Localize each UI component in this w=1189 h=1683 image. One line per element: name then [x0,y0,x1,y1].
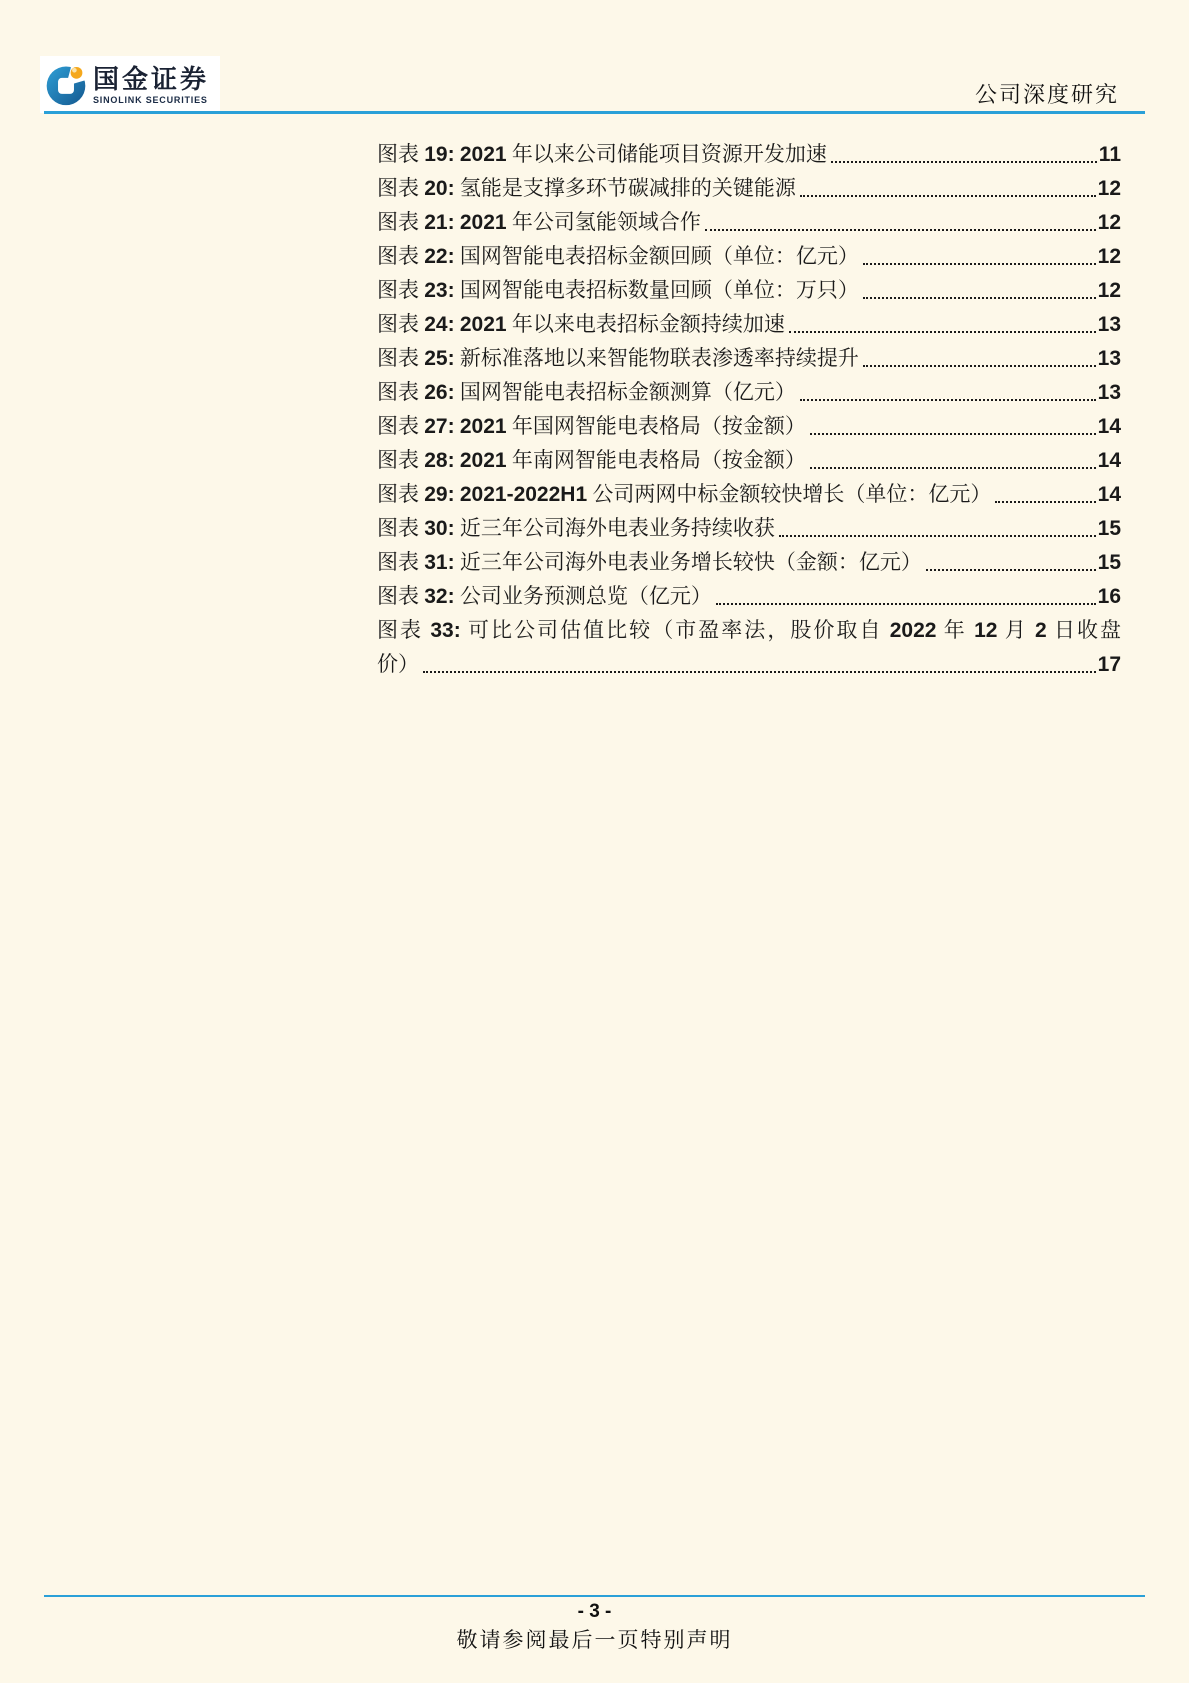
toc-entry [377,545,1121,579]
logo-text [93,65,209,105]
dot-leader [831,161,1097,163]
dot-leader [789,331,1096,333]
dot-leader [800,399,1096,401]
toc-entry [377,341,1121,375]
toc-page-number: 12 [1097,177,1121,200]
toc-page-number: 12 [1097,211,1121,234]
report-type-label: 公司深度研究 [974,82,1119,107]
brand-name-cn: 国金证券 [93,63,210,94]
toc-entry-label: 图表 20: 氢能是支撑多环节碳减排的关键能源 [377,176,796,200]
toc-entry-wrapped-line2 [377,647,1121,681]
toc-entry [377,443,1121,477]
toc-page-number: 15 [1097,551,1121,574]
toc-entry [377,171,1121,205]
toc-entry [377,307,1121,341]
toc-page-number: 14 [1097,483,1121,506]
dot-leader [716,603,1096,605]
toc-entry [377,477,1121,511]
toc-page-number: 12 [1097,279,1121,302]
toc-entry [377,137,1121,171]
toc-entry-label: 图表 21: 2021 年公司氢能领域合作 [377,210,701,234]
toc-entry-label: 图表 24: 2021 年以来电表招标金额持续加速 [377,312,785,336]
toc-entry-label: 价） [377,652,419,676]
header-divider [44,111,1145,114]
toc-page-number: 17 [1097,653,1121,676]
toc-entry [377,239,1121,273]
toc-entry [377,273,1121,307]
dot-leader [863,297,1096,299]
page-number: - 3 - [577,1601,612,1622]
dot-leader [863,263,1096,265]
footer-divider [44,1595,1145,1597]
toc-page-number: 16 [1097,585,1121,608]
toc-entry-label: 图表 29: 2021-2022H1 公司两网中标金额较快增长（单位：亿元） [377,482,992,506]
sinolink-logo [40,56,220,113]
dot-leader [779,535,1096,537]
dot-leader [423,671,1096,673]
footer-disclaimer: 敬请参阅最后一页特别声明 [456,1628,733,1652]
dot-leader [800,195,1096,197]
toc-entry [377,409,1121,443]
toc-page-number: 13 [1097,381,1121,404]
toc-entry [377,375,1121,409]
toc-entry-label: 图表 26: 国网智能电表招标金额测算（亿元） [377,380,796,404]
toc-entry-wrapped-line1: 图表 33: 可比公司估值比较（市盈率法，股价取自 2022 年 12 月 2 日收盘 [377,618,1121,642]
toc-entry-label: 图表 30: 近三年公司海外电表业务持续收获 [377,516,775,540]
toc-entry [377,579,1121,613]
toc-entry [377,511,1121,545]
dot-leader [995,501,1095,503]
dot-leader [705,229,1096,231]
toc-page-number: 15 [1097,517,1121,540]
toc-entry-label: 图表 31: 近三年公司海外电表业务增长较快（金额：亿元） [377,550,922,574]
toc-entry-label: 图表 28: 2021 年南网智能电表格局（按金额） [377,448,806,472]
dot-leader [810,467,1096,469]
dot-leader [810,433,1096,435]
toc-page-number: 12 [1097,245,1121,268]
toc-entry-label: 图表 25: 新标准落地以来智能物联表渗透率持续提升 [377,346,859,370]
toc-page-number: 11 [1098,143,1121,166]
toc-entry-label: 图表 23: 国网智能电表招标数量回顾（单位：万只） [377,278,859,302]
toc-page-number: 13 [1097,347,1121,370]
brand-name-en: SINOLINK SECURITIES [93,94,208,105]
sinolink-logo-icon [45,64,87,106]
toc-entry [377,205,1121,239]
figure-index-list [377,137,1121,681]
dot-leader [863,365,1096,367]
toc-page-number: 14 [1097,415,1121,438]
toc-entry-label: 图表 32: 公司业务预测总览（亿元） [377,584,712,608]
toc-page-number: 14 [1097,449,1121,472]
toc-entry-label: 图表 22: 国网智能电表招标金额回顾（单位：亿元） [377,244,859,268]
dot-leader [926,569,1096,571]
toc-entry-label: 图表 27: 2021 年国网智能电表格局（按金额） [377,414,806,438]
toc-page-number: 13 [1097,313,1121,336]
toc-entry-label: 图表 19: 2021 年以来公司储能项目资源开发加速 [377,142,827,166]
